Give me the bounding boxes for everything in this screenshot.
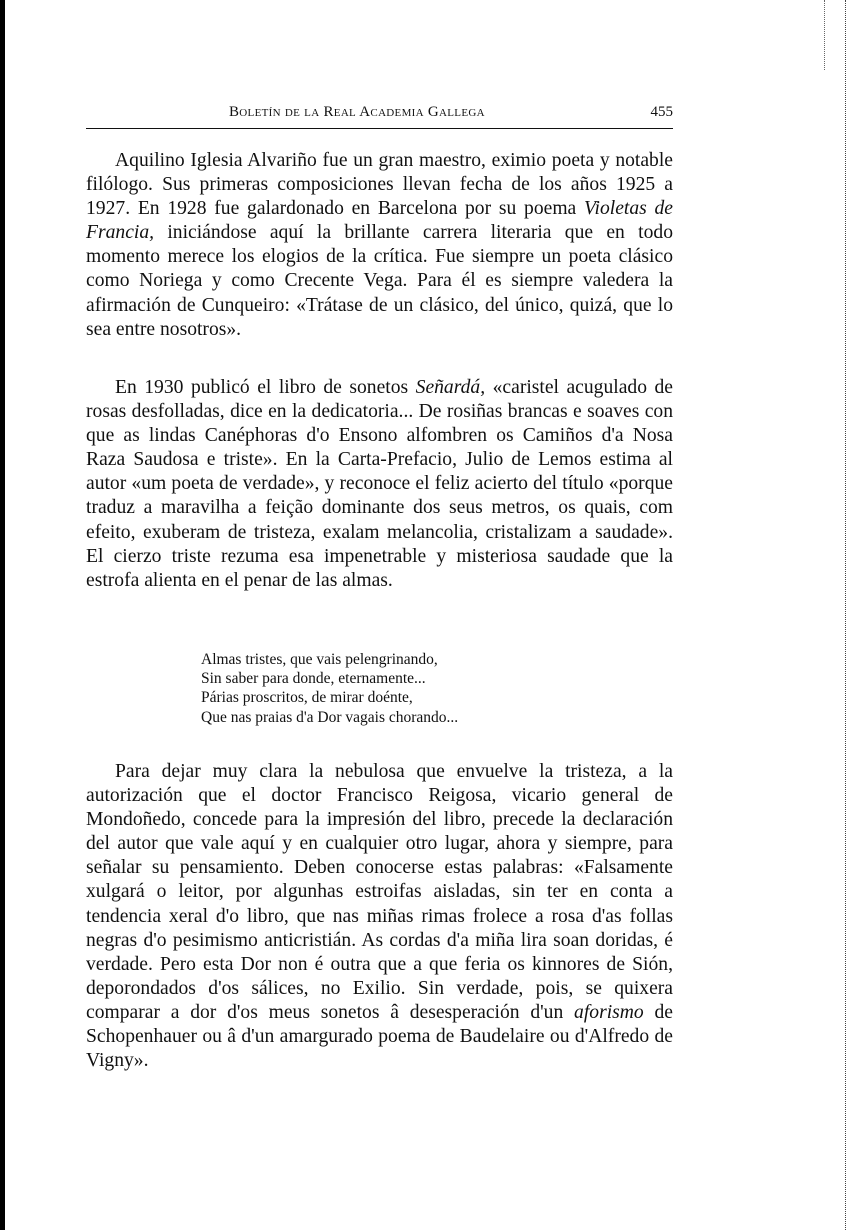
paragraph-2: [86, 376, 673, 593]
paragraph-1-text-a: Aquilino Iglesia Alvariño fue un gran maestro, eximio poeta y notable filólogo. Sus primeras composiciones llevan fecha de los años 1925 a 1927. En 1928 fue galardonado en Barcelona por su poema: [86, 150, 673, 220]
scan-border-right-inner: [824, 0, 825, 70]
paragraph-3-text: [86, 760, 673, 1073]
header-rule: [86, 128, 673, 129]
scan-border-right: [845, 0, 846, 1230]
scan-border-left: [0, 0, 5, 1230]
book-title-senarda: Señardá,: [415, 377, 486, 398]
page-number: 455: [650, 104, 673, 120]
verse-line: Sin saber para donde, eternamente...: [201, 670, 426, 688]
paragraph-1-text-b: iniciándose aquí la brillante carrera literaria que en todo momento merece los elogios de la crítica. Fue siempre un poeta clásico como Noriega y como Crecente Vega. Para él es siempre valedera la afirmación de Cunqueiro: «Trátase de un clásico, del único, quizá, que lo sea entre nosotros».: [86, 222, 673, 340]
verse-quote: [201, 650, 458, 727]
verse-line: Párias proscritos, de mirar doénte,: [201, 689, 413, 707]
verse-line: Almas tristes, que vais pelengrinando,: [201, 651, 438, 668]
paragraph-3-text-a: Para dejar muy clara la nebulosa que envuelve la tristeza, a la autorización que el doctor Francisco Reigosa, vicario general de Mondoñedo, concede para la impresión del libro, precede la declaración del autor que vale aquí y en cualquier otro lugar, ahora y siempre, para señalar su pensamiento. Deben conocerse estas palabras: «Falsamente xulgará o leitor, por algunhas estroifas aisladas, sin ter en conta a tendencia xeral d'o libro, que nas miñas rimas frolece a rosa d'as follas negras d'o pesimismo anticristián. As cordas d'a miña lira soan doridas, é verdade. Pero esta Dor non é outra que a que feria os kinnores de Sión, deporondados d'os sálices, no Exilio. Sin verdade, pois, se quixera comparar a dor d'os meus sonetos â desesperación d'un: [86, 761, 673, 1023]
running-title: Boletín de la Real Academia Gallega: [229, 104, 485, 120]
book-title-violetas: Violetas de Francia,: [86, 198, 673, 244]
italic-word-aforismo: aforismo: [574, 1001, 644, 1023]
paragraph-1-text: [86, 149, 673, 342]
paragraph-2-text: [86, 376, 673, 593]
verse-line: Que nas praias d'a Dor vagais chorando...: [201, 708, 459, 726]
paragraph-1: [86, 149, 673, 342]
paragraph-3: [86, 760, 673, 1073]
paragraph-3-text-b: de Schopenhauer ou â d'un amargurado poema de Baudelaire ou d'Alfredo de Vigny».: [86, 1001, 673, 1072]
paragraph-2-text-a: En 1930 publicó el libro de sonetos: [115, 377, 416, 398]
running-head: [86, 104, 673, 124]
paragraph-2-text-b: «caristel acugulado de rosas desfolladas, dice en la dedicatoria... De rosiñas brancas e soaves con que as lindas Canéphoras d'o Ensono alfombren os Camiños d'a Nosa Raza Saudosa e triste». En la Carta-Prefacio, Julio de Lemos estima al autor «um poeta de verdade», y reconoce el feliz acierto del título «porque traduz a maravilha a feição dominante dos seus metros, os quais, com efeito, exuberam de tristeza, exalam melancolia, cristalizam a saudade». El cierzo triste rezuma esa impenetrable y misteriosa saudade que la estrofa alienta en el penar de las almas.: [86, 377, 674, 591]
